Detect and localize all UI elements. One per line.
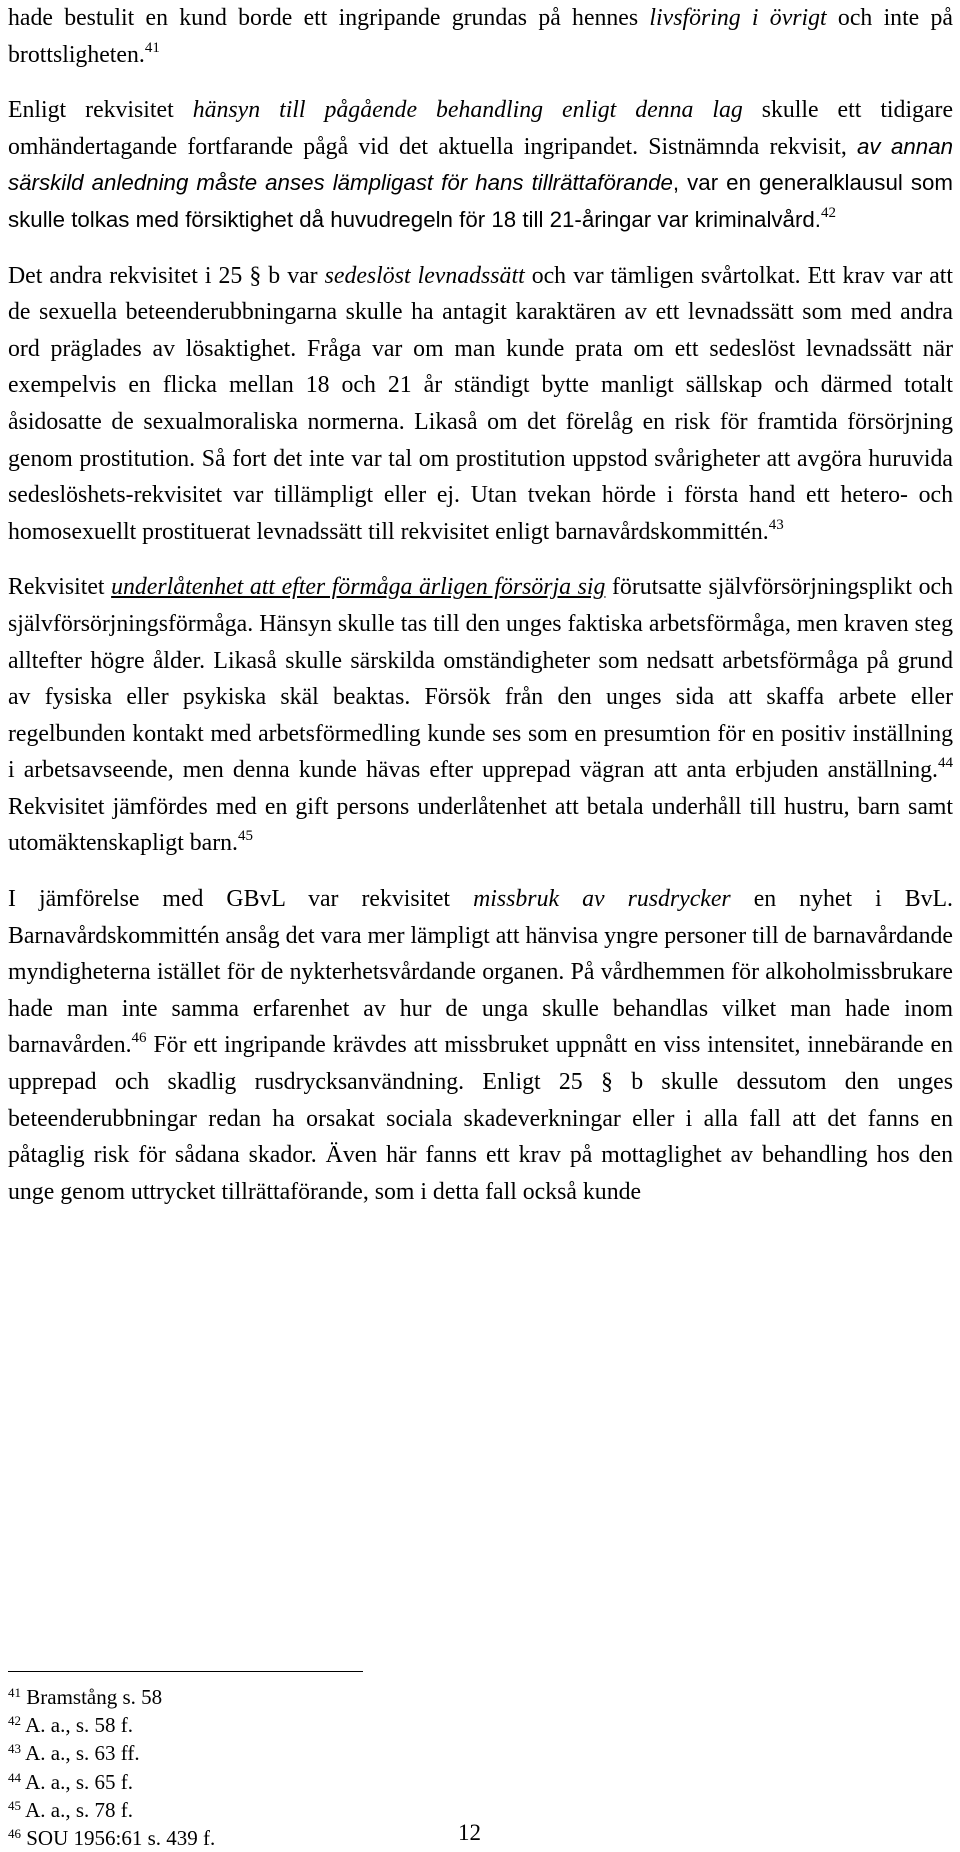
footnote-number: 42 <box>8 1713 21 1729</box>
text-run: och inte på brottsligheten. <box>8 5 953 68</box>
footnote-ref[interactable]: 45 <box>238 828 253 845</box>
text-run: förutsatte självförsörjningsplikt och självförsörjningsförmåga. Hänsyn skulle tas till den unges faktiska arbetsförmåga, men kraven steg alltefter högre ålder. Likaså skulle särskilda omständigheter som nedsatt arbetsförmåga på grund av fysiska eller psykiska skäl beaktas. Försök från den unges sida att skaffa arbete eller regelbunden kontakt med arbetsförmedling kunde ses som en presumtion för en positiv inställning i arbetsavseende, men denna kunde hävas efter upprepad vägran att anta erbjuden anställning. <box>8 574 953 784</box>
footnote-text: A. a., s. 65 f. <box>25 1769 133 1794</box>
italic-term: missbruk av rusdrycker <box>473 886 731 913</box>
footnote-ref[interactable]: 46 <box>131 1030 147 1047</box>
footnote-text: SOU 1956:61 s. 439 f. <box>26 1826 216 1851</box>
footnote-text: A. a., s. 58 f. <box>25 1713 133 1738</box>
footnote <box>8 1824 215 1852</box>
text-run: hade bestulit en kund borde ett ingripande grundas på hennes <box>8 5 650 31</box>
footnote-text: A. a., s. 63 ff. <box>25 1741 140 1766</box>
text-run: skulle ett tidigare omhändertagande fortfarande pågå vid det aktuella ingripandet. Sistnämnda rekvisit, <box>8 97 954 160</box>
italic-term: livsföring i övrigt <box>649 5 827 31</box>
paragraph-5 <box>8 881 953 1210</box>
footnote-number: 43 <box>8 1741 21 1757</box>
text-run: Det andra rekvisitet i 25 § b var <box>8 262 325 289</box>
page-body <box>8 0 953 1210</box>
footnote-number: 46 <box>8 1826 21 1842</box>
footnote <box>8 1711 215 1739</box>
text-run: , var en generalklausul som skulle tolkas med försiktighet då huvudregeln för 18 till 21-åringar var kriminalvård. <box>8 170 953 232</box>
text-run: Enligt rekvisitet <box>8 97 193 124</box>
footnote <box>8 1739 215 1767</box>
footnote <box>8 1683 215 1711</box>
text-run: Rekvisitet <box>8 574 112 601</box>
text-run: Rekvisitet jämfördes med en gift persons underlåtenhet att betala underhåll till hustru, barn samt utomäktenskapligt barn. <box>8 793 953 857</box>
footnote-ref[interactable]: 42 <box>820 204 836 221</box>
footnote-number: 45 <box>8 1797 21 1813</box>
footnote-ref[interactable]: 44 <box>938 755 953 772</box>
text-run: en nyhet i BvL. Barnavårdskommittén ansåg det vara mer lämpligt att hänvisa yngre personer till de barnavårdande myndigheterna istället för de nykterhetsvårdande organen. På vårdhemmen för alkoholmissbrukare hade man inte samma erfarenhet av hur de unga skulle behandlas vilket man hade inom barnavården. <box>8 886 953 1059</box>
text-run: och var tämligen svårtolkat. Ett krav var att de sexuella beteenderubbningarna skulle ha antagit karaktären av ett levnadssätt som med andra ord präglades av lösaktighet. Fråga var om man kunde prata om ett sedeslöst levnadssätt när exempelvis en flicka mellan 18 och 21 år ständigt bytte manligt sällskap och därmed totalt åsidosatte de sexualmoraliska normerna. Likaså om det förelåg en risk för framtida försörjning genom prostitution. Så fort det inte var tal om prostitution uppstod svårigheter att avgöra huruvida sedeslöshets-rekvisitet var tillämpligt eller ej. Utan tvekan hörde i första hand ett hetero- och homosexuellt prostituerat levnadssätt till rekvisitet enligt barnavårdskommittén. <box>8 262 953 545</box>
footnote-ref[interactable]: 41 <box>144 39 160 56</box>
italic-term: sedeslöst levnadssätt <box>324 262 525 289</box>
footnote-number: 41 <box>8 1685 21 1700</box>
footnote-ref[interactable]: 43 <box>768 516 784 533</box>
footnote-text: A. a., s. 78 f. <box>25 1797 133 1822</box>
footnote-number: 44 <box>8 1769 21 1785</box>
footnote <box>8 1768 215 1796</box>
text-run: I jämförelse med GBvL var rekvisitet <box>8 886 474 913</box>
paragraph-2 <box>8 92 953 238</box>
italic-term: underlåtenhet att efter förmåga ärligen försörja sig <box>111 574 606 601</box>
paragraph-1 <box>8 0 953 73</box>
footnote <box>8 1796 215 1824</box>
footnotes <box>8 1683 215 1852</box>
text-run: För ett ingripande krävdes att missbruket uppnått en viss intensitet, innebärande en upprepad och skadlig rusdrycksanvändning. Enligt 25 § b skulle dessutom den unges beteenderubbningar redan ha orsakat sociala skadeverkningar eller i alla fall att det fanns en påtaglig risk för sådana skador. Även här fanns ett krav på mottaglighet av behandling hos den unge genom uttrycket tillrättaförande, som i detta fall också kunde <box>8 1032 953 1205</box>
paragraph-4 <box>8 569 953 862</box>
italic-term: hänsyn till pågående behandling enligt denna lag <box>192 97 743 124</box>
page-number: 12 <box>458 1820 481 1845</box>
footnote-text: Bramstång s. 58 <box>26 1685 163 1709</box>
paragraph-3 <box>8 258 953 551</box>
footnote-separator <box>8 1671 363 1672</box>
italic-term: av annan särskild anledning måste anses lämpligast för hans tillrättaförande <box>8 133 953 196</box>
